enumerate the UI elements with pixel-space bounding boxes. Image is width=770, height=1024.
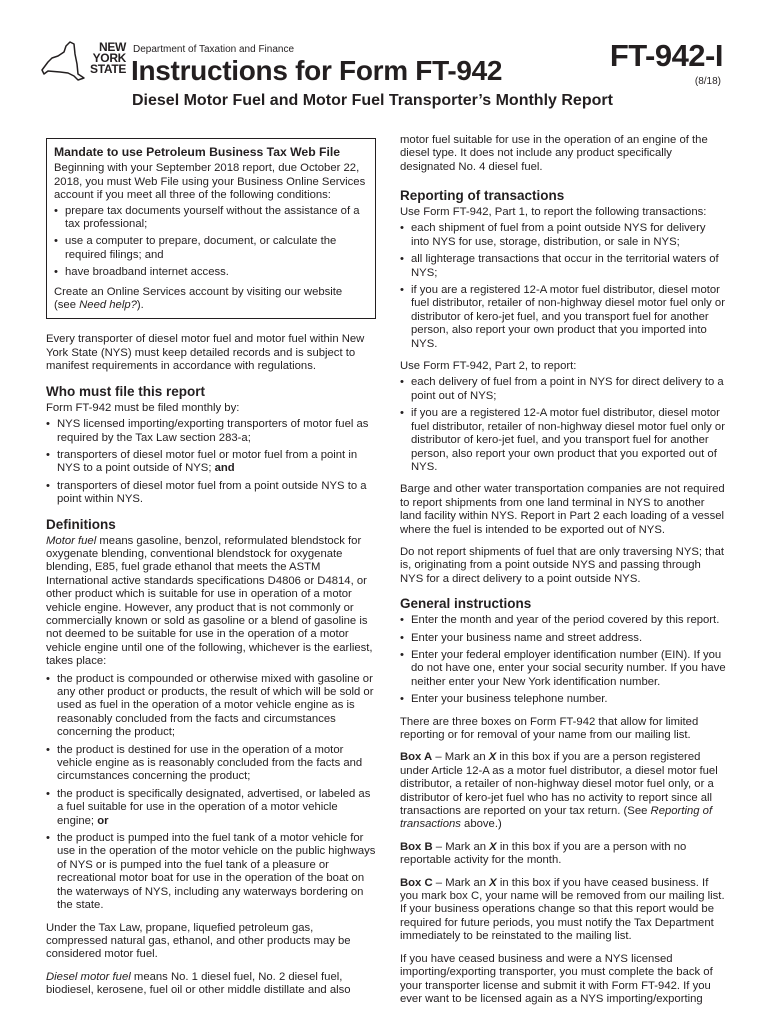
definition-text: means gasoline, benzol, reformulated blendstock for oxygenate blending, conventional blendstock for oxygenate blending, E85, fuel grade ethanol that meets the ASTM International active standards specifications D4806 or D4814, or other product which is suitable for use in operation of a motor vehicle engine. However, any product that is not commonly or commercially known or sold as gasoline or a blend of gasoline is not deemed to be suitable for use in the operation of a motor vehicle engine until one of the following, whichever is the earliest, takes place: <box>46 534 373 668</box>
state-outline-icon <box>40 40 88 86</box>
ceased-paragraph: If you have ceased business and were a NYS licensed importing/exporting transporter, you must complete the back of your transporter license and submit it with Form FT-942. If you ever want to be licensed again as a NYS importing/exporting <box>400 952 713 1005</box>
list-item: • Enter your business name and street address. <box>400 632 726 645</box>
who-heading: Who must file this report <box>46 383 206 399</box>
list-item: • prepare tax documents yourself without the assistance of a tax professional; <box>54 205 367 232</box>
item-bold: and <box>214 462 235 475</box>
reporting-ref: Reporting of transactions <box>400 805 713 831</box>
item-text: transporters of diesel motor fuel or motor fuel from a point in NYS to a point outside of NYS; <box>57 448 358 475</box>
form-id: FT-942-I <box>609 38 723 73</box>
list-item: • have broadband internet access. <box>54 266 367 279</box>
list-item: • if you are a registered 12-A motor fuel distributor, diesel motor fuel distributor, retailer of non-highway diesel motor fuel only or distributor of kero-jet fuel, and you transport fuel for another person, also report your own product that you imported into NYS. <box>400 284 726 351</box>
mandate-box <box>46 138 376 319</box>
x-mark: X <box>489 876 497 889</box>
create-end: ). <box>136 299 144 312</box>
logo-wordmark <box>90 42 126 75</box>
list-item: • if you are a registered 12-A motor fuel distributor, diesel motor fuel distributor, retailer of non-highway diesel motor fuel only or distributor of kero-jet fuel, and you transport fuel for another person, also report your own product that you exported out of NYS. <box>400 407 726 474</box>
diesel-definition-continued <box>400 134 726 178</box>
continued-visible: motor fuel suitable for use in the operation of an engine of the diesel type. It does not include any product specifically designated No. 4 diesel fuel. <box>400 134 708 173</box>
general-heading: General instructions <box>400 596 532 612</box>
logo-line: NEW <box>98 40 127 54</box>
right-column <box>400 134 726 1015</box>
diesel-definition <box>46 971 376 998</box>
list-item: • the product is pumped into the fuel tank of a motor vehicle for use in the operation of the motor vehicle on the public highways of NYS or is pumped into the fuel tank of a pleasure or recreational motor boat for use in the operation of the boat on the waterways of NYS, including any waterways bordering on the state. <box>46 832 376 912</box>
list-item: • transporters of diesel motor fuel from a point outside NYS to a point within NYS. <box>46 480 376 507</box>
tax-law-paragraph: Under the Tax Law, propane, liquefied petroleum gas, compressed natural gas, ethanol, and other products may be considered motor fuel. <box>46 921 351 961</box>
list-item: • use a computer to prepare, document, or calculate the required filings; and <box>54 235 367 262</box>
definitions-list <box>46 673 376 913</box>
list-item <box>46 449 376 476</box>
page-title: Instructions for Form FT-942 <box>131 55 503 86</box>
list-item: • each shipment of fuel from a point outside NYS for delivery into NYS for use, storage, distribution, or sale in NYS; <box>400 222 726 249</box>
left-column <box>46 134 376 1007</box>
motor-fuel-definition <box>46 535 376 669</box>
list-item <box>46 788 376 828</box>
mandate-create <box>54 286 367 313</box>
part2-intro: Use Form FT-942, Part 2, to report: <box>400 360 577 373</box>
list-item: • Enter your business telephone number. <box>400 693 726 706</box>
box-pre: – Mark an <box>432 751 489 764</box>
logo-line: YORK <box>92 51 127 65</box>
item-bold: or <box>97 814 109 827</box>
definitions-heading: Definitions <box>46 516 116 532</box>
list-item: • the product is compounded or otherwise mixed with gasoline or any other product or products, the result of which will be sold or used as fuel in the operation of a motor vehicle engine as is reasonably concluded from the facts and circumstances concerning the product; <box>46 673 376 740</box>
list-item: • each delivery of fuel from a point in NYS for direct delivery to a point out of NYS; <box>400 376 726 403</box>
box-pre: – Mark an <box>432 876 490 889</box>
box-text: in this box if you have ceased business. If you mark box C, your name will be removed from our mailing list. If your business operations change so that this report would be required for future periods, you must notify the Tax Department immediately to be reinstated to the mailing list. <box>400 876 725 943</box>
logo-line: STATE <box>90 62 127 76</box>
box-text: in this box if you are a person with no reportable activity for the month. <box>400 840 687 867</box>
box-text: in this box if you are a person registered under Article 12-A as a motor fuel distributor, a diesel motor fuel distributor, a retailer of non-highway diesel motor fuel only, or a distributor of kero-jet fuel who has no activity to report since all transactions are reported on your tax return. (See <box>400 751 718 818</box>
create-text: Create an Online Services account by visiting our website (see <box>54 285 343 312</box>
department-name: Department of Taxation and Finance <box>133 44 295 55</box>
form-date: (8/18) <box>694 76 721 87</box>
list-item: • Enter the month and year of the period covered by this report. <box>400 614 726 627</box>
mandate-title: Mandate to use Petroleum Business Tax Web File <box>54 145 341 159</box>
part1-list <box>400 222 726 351</box>
term: Diesel motor fuel <box>46 970 131 983</box>
who-list <box>46 418 376 506</box>
x-mark: X <box>488 751 497 764</box>
nys-logo <box>40 40 127 90</box>
box-pre: – Mark an <box>432 840 490 853</box>
box-end: above.) <box>460 818 502 831</box>
definition-text: means No. 1 diesel fuel, No. 2 diesel fuel, biodiesel, kerosene, fuel oil or other middle distillate and also <box>46 970 351 997</box>
list-item: • Enter your federal employer identification number (EIN). If you do not have one, enter your social security number. If you have neither enter your New York identification number. <box>400 649 726 689</box>
box-a-paragraph <box>400 751 726 831</box>
x-mark: X <box>489 840 497 853</box>
general-list <box>400 614 726 706</box>
need-help-link[interactable]: Need help? <box>79 299 137 312</box>
reporting-heading: Reporting of transactions <box>400 188 565 203</box>
item-text: the product is specifically designated, advertised, or labeled as a fuel suitable for use in the operation of a motor vehicle engine; <box>57 787 371 827</box>
barge-paragraph: Barge and other water transportation companies are not required to report shipments from one land terminal in NYS to another land facility within NYS. Report in Part 2 each loading of a vessel where the fuel is intended to be exported out of NYS. <box>400 483 725 536</box>
list-item: • all lighterage transactions that occur in the territorial waters of NYS; <box>400 253 726 280</box>
do-not-report-paragraph: Do not report shipments of fuel that are only traversing NYS; that is, originating from a point outside NYS and passing through NYS for a direct delivery to a point outside NYS. <box>400 545 725 585</box>
three-boxes-paragraph: There are three boxes on Form FT-942 that allow for limited reporting or for removal of your name from our mailing list. <box>400 715 699 741</box>
intro-paragraph: Every transporter of diesel motor fuel and motor fuel within New York State (NYS) must keep detailed records and is subject to manifest requirements in accordance with regulations. <box>46 333 365 373</box>
box-c-paragraph <box>400 877 726 944</box>
list-item: • NYS licensed importing/exporting transporters of motor fuel as required by the Tax Law section 283-a; <box>46 418 376 445</box>
part1-intro: Use Form FT-942, Part 1, to report the following transactions: <box>400 206 707 218</box>
term: Motor fuel <box>46 534 97 547</box>
mandate-list <box>54 205 367 280</box>
page-subtitle: Diesel Motor Fuel and Motor Fuel Transporter’s Monthly Report <box>132 92 613 109</box>
who-intro: Form FT-942 must be filed monthly by: <box>46 401 240 414</box>
box-label: Box B <box>400 840 433 853</box>
box-b-paragraph <box>400 841 726 868</box>
part2-list <box>400 376 726 474</box>
list-item: • the product is destined for use in the operation of a motor vehicle engine as is reasonably concluded from the facts and circumstances concerning the product; <box>46 744 376 784</box>
box-label: Box A <box>400 751 433 764</box>
box-label: Box C <box>400 876 433 889</box>
mandate-intro: Beginning with your September 2018 report, due October 22, 2018, you must Web File using your Business Online Services account if you meet all three of the following conditions: <box>54 162 366 202</box>
